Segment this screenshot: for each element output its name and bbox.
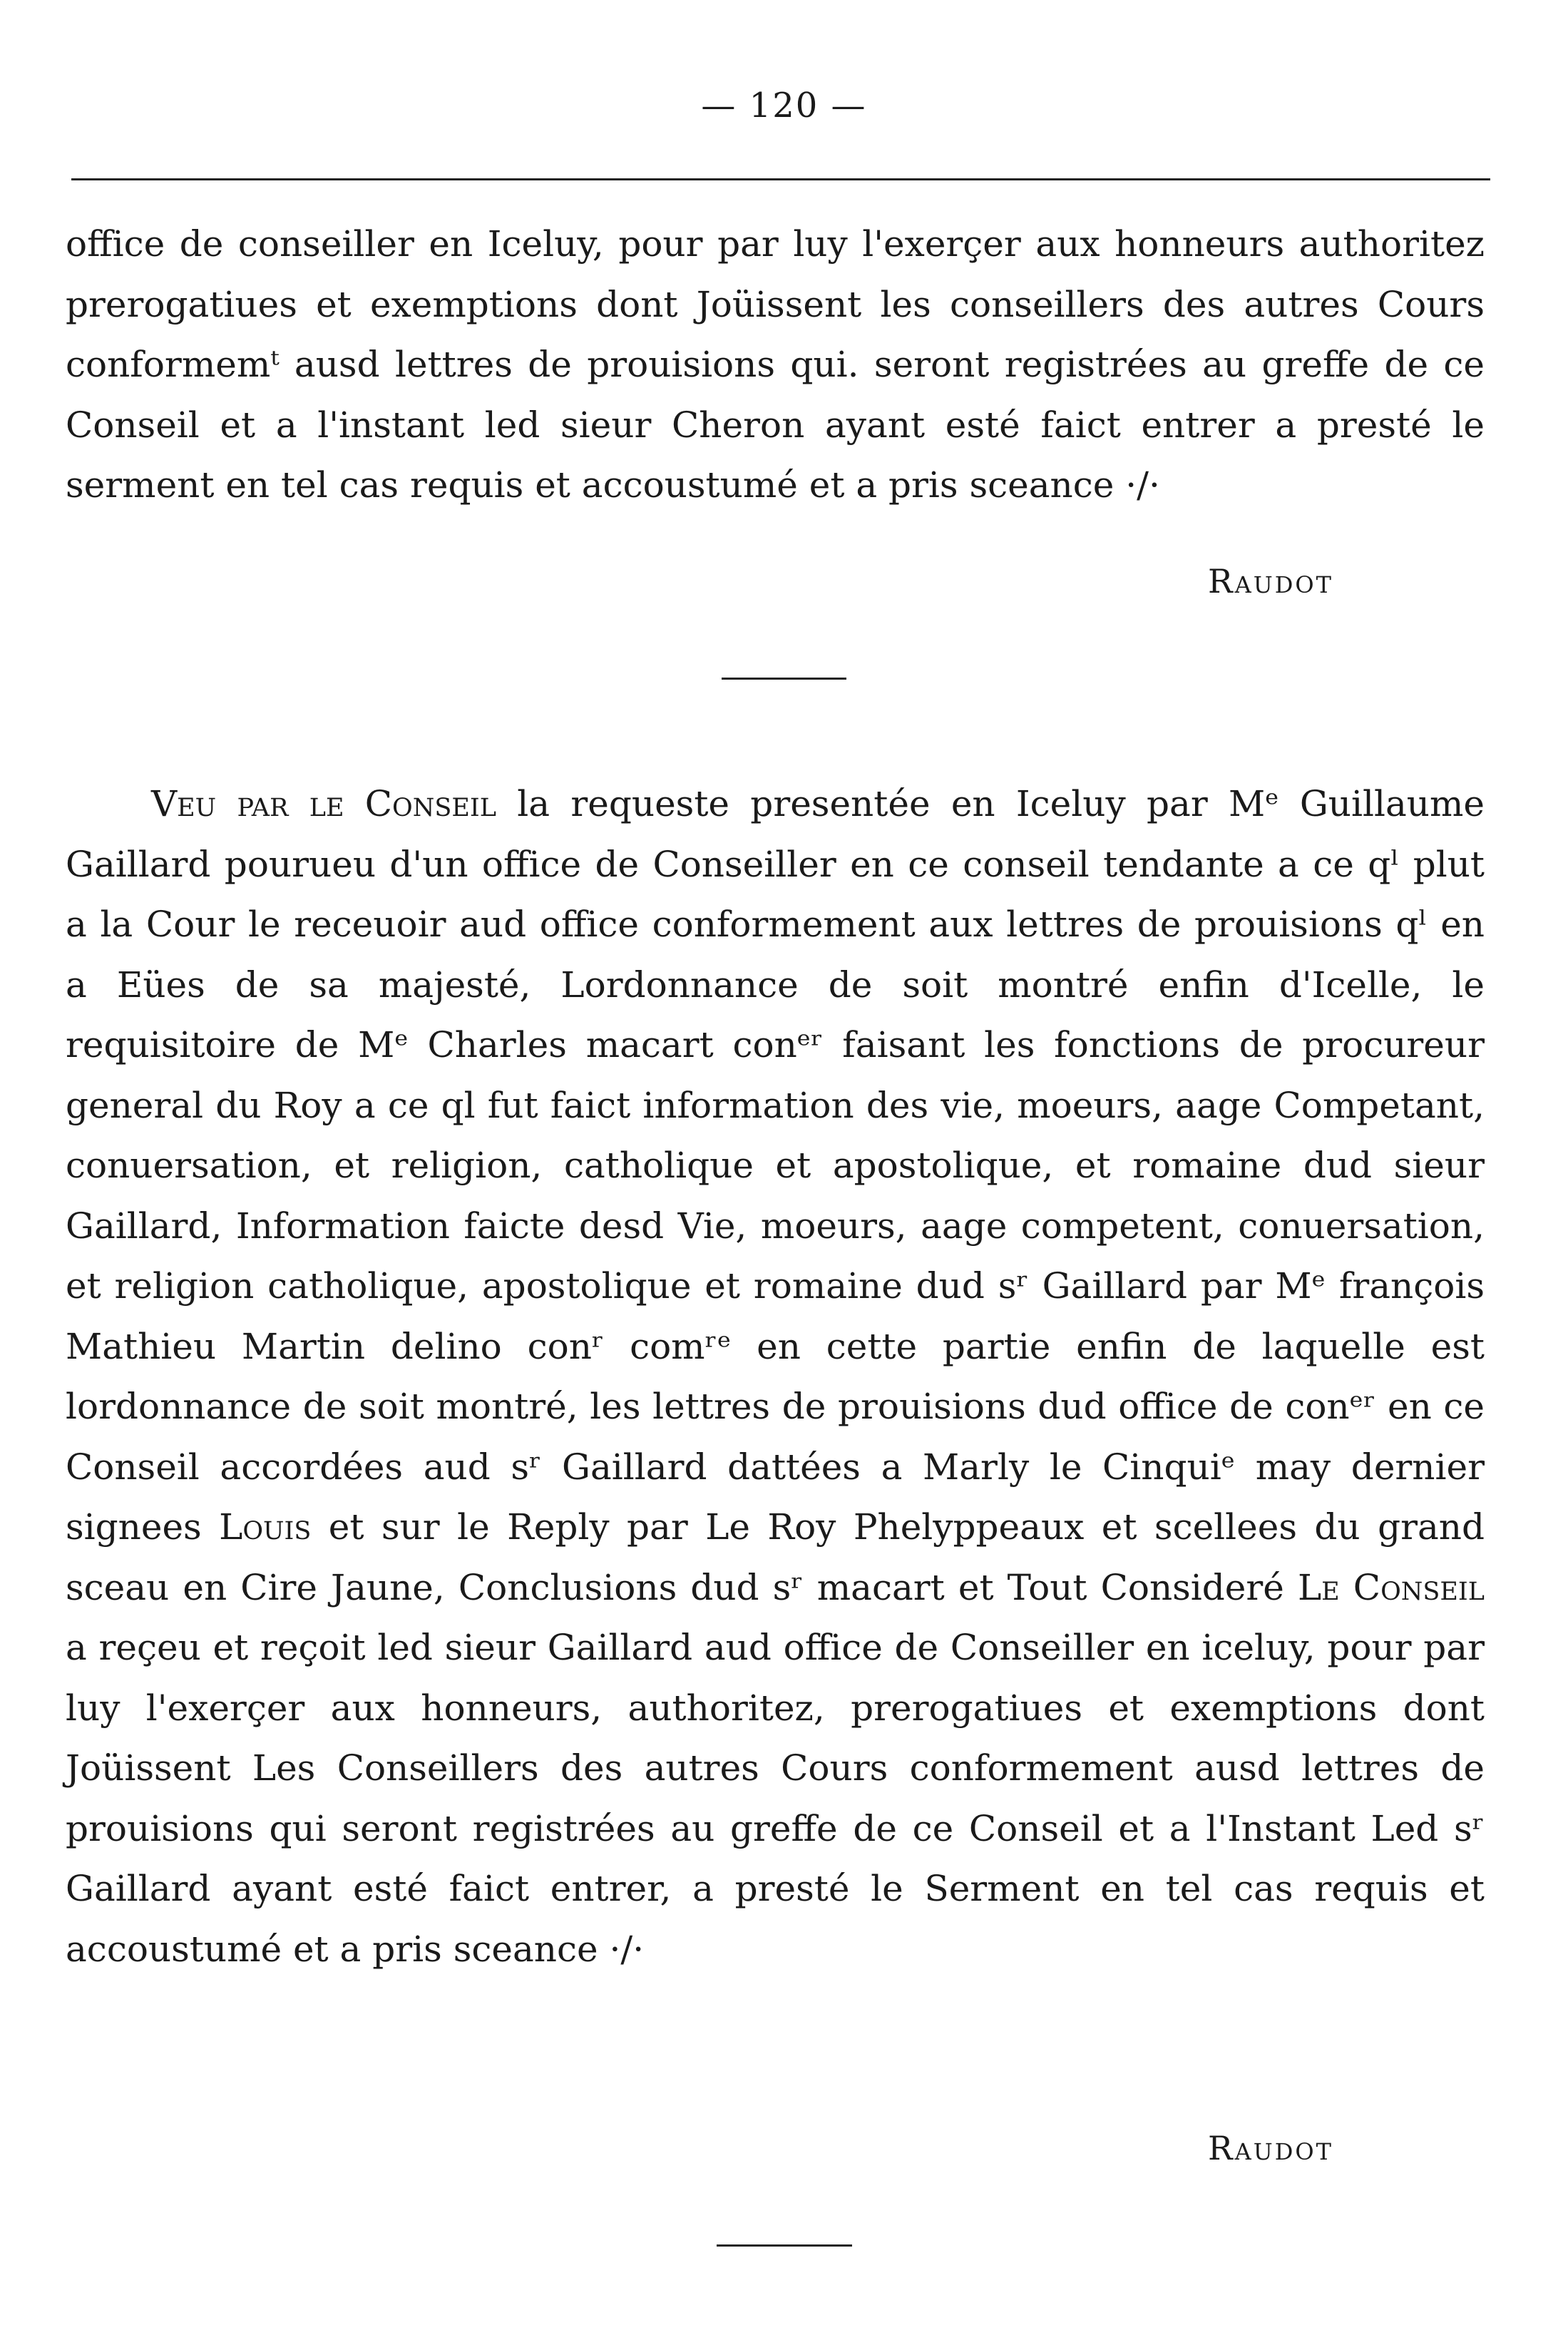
decree-louis: Louis — [219, 1506, 312, 1548]
page-number: — 120 — — [701, 86, 867, 126]
signature-raudot-1: Raudot — [1208, 562, 1333, 601]
decree-text-c: a reçeu et reçoit led sieur Gaillard aud office de Conseiller en iceluy, pour par luy l'exerçer aux honneurs, authoritez, prerogatiues et exemptions dont Joüissent Les Conseillers des autres Cours conformement ausd lettres de prouisions qui seront registrées au greffe de ce Conseil et a l'Instant Led sʳ Gaillard ayant esté faict entrer, a presté le Serment en tel cas requis et accoustumé et a pris sceance ·/· — [66, 1627, 1485, 1970]
decree-le-conseil: Le Conseil — [1297, 1566, 1485, 1608]
signature-raudot-2: Raudot — [1208, 2129, 1333, 2167]
paragraph-decree — [66, 774, 1485, 1979]
decree-text-b: et sur le Reply par Le Roy Phelyppeaux et scellees du grand sceau en Cire Jaune, Conclusions dud sʳ macart et Tout Consideré — [66, 1506, 1485, 1608]
footer-divider — [717, 2244, 852, 2247]
decree-text-a: la requeste presentée en Iceluy par Mᵉ Guillaume Gaillard pourueu d'un office de Conseiller en ce conseil tendante a ce qˡ plut a la Cour le receuoir aud office conformement aux lettres de prouisions qˡ en a Eües de sa majesté, Lordonnance de soit montré enfin d'Icelle, le requisitoire de Mᵉ Charles macart conᵉʳ faisant les fonctions de procureur general du Roy a ce ql fut faict information des vie, moeurs, aage Competant, conuersation, et religion, catholique et apostolique, et romaine dud sieur Gaillard, Information faicte desd Vie, moeurs, aage competent, conuersation, et religion catholique, apostolique et romaine dud sʳ Gaillard par Mᵉ françois Mathieu Martin delino conʳ comʳᵉ en cette partie enfin de laquelle est lordonnance de soit montré, les lettres de prouisions dud office de conᵉʳ en ce Conseil accordées aud sʳ Gaillard dattées a Marly le Cinquiᵉ may dernier signees — [66, 783, 1485, 1548]
section-divider — [722, 678, 846, 680]
decree-opening: Veu par le Conseil — [151, 783, 496, 824]
header-rule — [71, 178, 1490, 180]
paragraph-continuation: office de conseiller en Iceluy, pour par luy l'exerçer aux honneurs authoritez prerogatiues et exemptions dont Joüissent les conseillers des autres Cours conformemᵗ ausd lettres de prouisions qui. seront registrées au greffe de ce Conseil et a l'instant led sieur Cheron ayant esté faict entrer a presté le serment en tel cas requis et accoustumé et a pris sceance ·/· — [66, 223, 1485, 506]
